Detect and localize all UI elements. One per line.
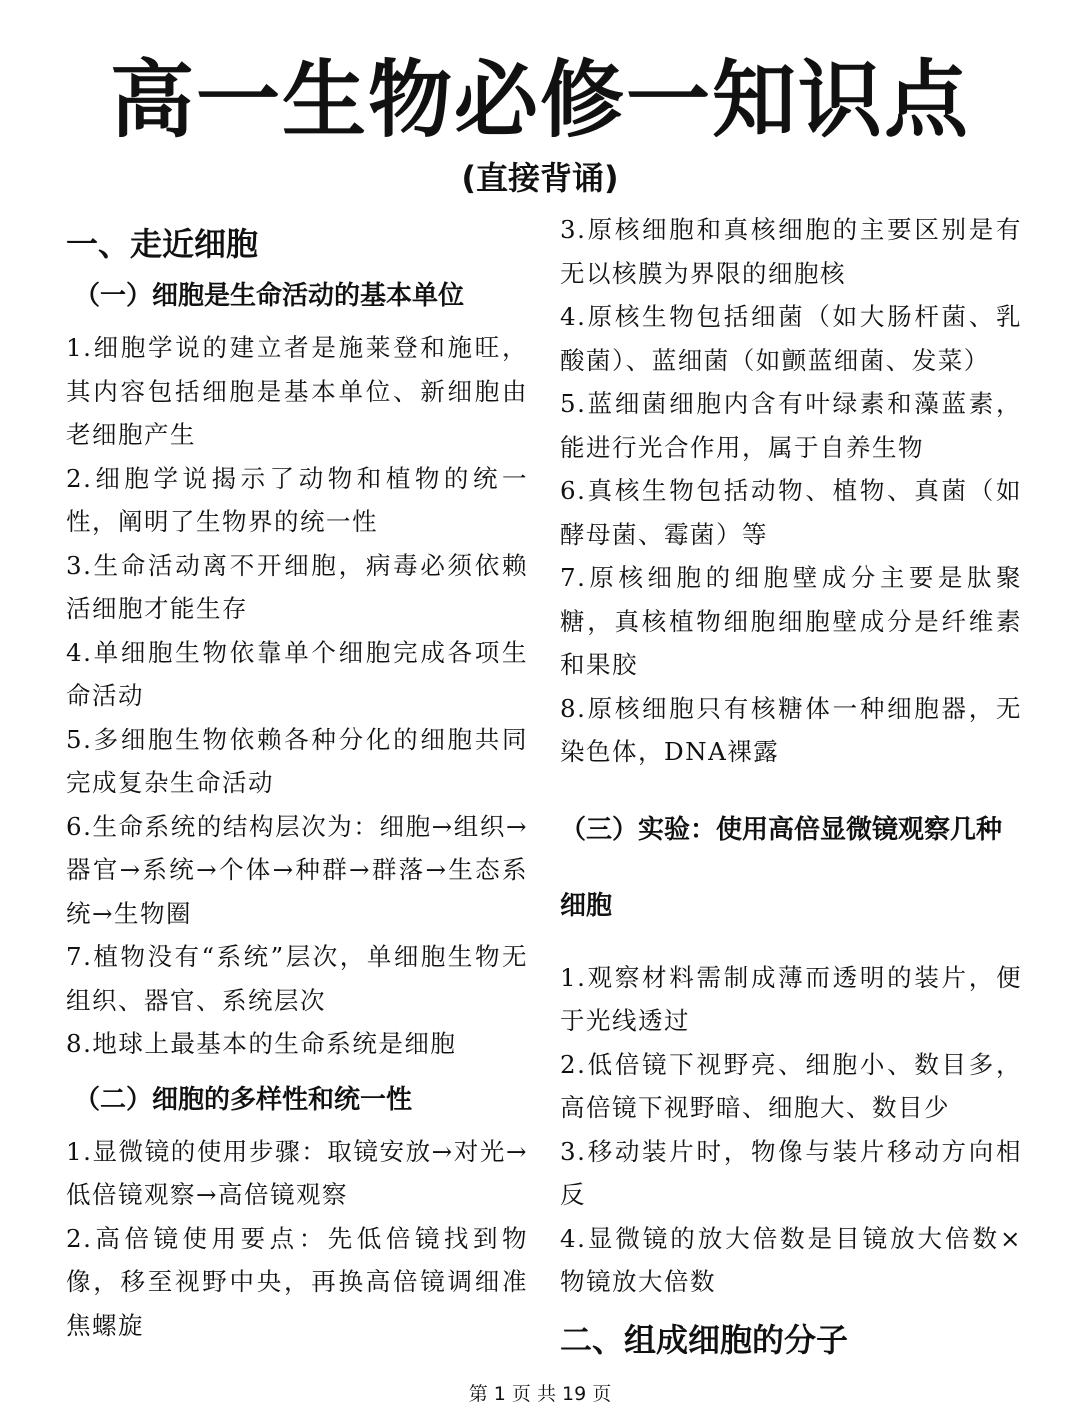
right-column [560,208,1022,1362]
list-item: 4.单细胞生物依靠单个细胞完成各项生命活动 [66,637,528,710]
list-item: 2.细胞学说揭示了动物和植物的统一性，阐明了生物界的统一性 [66,463,528,536]
page-title: 高一生物必修一知识点 [109,51,970,149]
list-item: 1.细胞学说的建立者是施莱登和施旺，其内容包括细胞是基本单位、新细胞由老细胞产生 [66,333,528,449]
subsection-heading-1: （一）细胞是生命活动的基本单位 [74,281,465,311]
list-item: 3.原核细胞和真核细胞的主要区别是有无以核膜为界限的细胞核 [560,215,1022,288]
list-item: 8.原核细胞只有核糖体一种细胞器，无染色体，DNA裸露 [560,693,1022,766]
list-item: 2.低倍镜下视野亮、细胞小、数目多，高倍镜下视野暗、细胞大、数目少 [560,1049,1022,1122]
page-footer: 第 1 页 共 19 页 [468,1383,612,1405]
list-item: 3.生命活动离不开细胞，病毒必须依赖活细胞才能生存 [66,550,528,623]
list-item: 3.移动装片时，物像与装片移动方向相反 [560,1136,1022,1209]
list-item: 1.显微镜的使用步骤：取镜安放→对光→低倍镜观察→高倍镜观察 [66,1136,528,1209]
list-item: 5.多细胞生物依赖各种分化的细胞共同完成复杂生命活动 [66,724,528,797]
list-item: 4.显微镜的放大倍数是目镜放大倍数×物镜放大倍数 [560,1223,1022,1296]
list-item: 6.生命系统的结构层次为：细胞→组织→器官→系统→个体→种群→群落→生态系统→生物圈 [66,811,528,928]
page-subtitle: (直接背诵) [461,159,619,197]
list-item: 4.原核生物包括细菌（如大肠杆菌、乳酸菌）、蓝细菌（如颤蓝细菌、发菜） [560,302,1022,375]
list-item: 6.真核生物包括动物、植物、真菌（如酵母菌、霉菌）等 [560,476,1022,549]
list-item: 1.观察材料需制成薄而透明的装片，便于光线透过 [560,962,1022,1035]
list-item: 7.原核细胞的细胞壁成分主要是肽聚糖，真核植物细胞细胞壁成分是纤维素和果胶 [560,563,1022,679]
left-column [66,208,528,1347]
list-item: 7.植物没有“系统”层次，单细胞生物无组织、器官、系统层次 [66,942,528,1015]
list-item: 8.地球上最基本的生命系统是细胞 [66,1029,457,1058]
list-item: 2.高倍镜使用要点：先低倍镜找到物像，移至视野中央，再换高倍镜调细准焦螺旋 [66,1223,528,1340]
list-item: 5.蓝细菌细胞内含有叶绿素和藻蓝素，能进行光合作用，属于自养生物 [560,389,1022,462]
subsection-heading-2: （二）细胞的多样性和统一性 [74,1084,413,1115]
section-heading-1: 一、走近细胞 [66,225,259,263]
subsection-heading-3: （三）实验：使用高倍显微镜观察几种细胞 [560,814,1003,921]
section-heading-2: 二、组成细胞的分子 [560,1320,849,1359]
